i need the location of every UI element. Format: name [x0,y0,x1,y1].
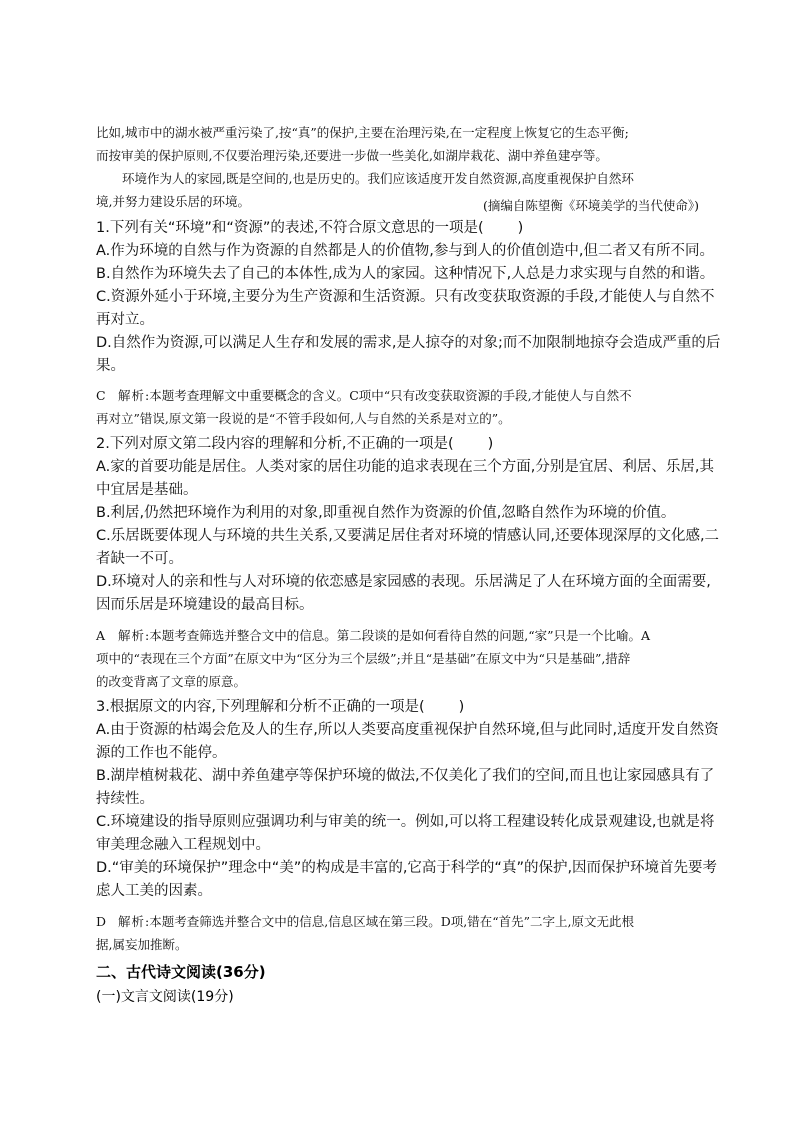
q3-explanation-line-1: :本题考查筛选并整合文中的信息,信息区域在第三段。D项,错在“首先”二字上,原文无此根 [145,914,634,929]
q1-option-d-line-1: D.自然作为资源,可以满足人生存和发展的需求,是人掠夺的对象;而不加限制地掠夺会造成严重的后 [96,335,721,351]
q1-option-c-line-1: C.资源外延小于环境,主要分为生产资源和生活资源。只有改变获取资源的手段,才能使人与自然不 [96,289,715,305]
q1-answer: C [96,388,106,403]
passage-source: (摘编自陈望衡《环境美学的当代使命》) [482,198,699,213]
q2-answer: A [96,628,106,643]
q1-stem-text: 1.下列有关“环境”和“资源”的表述,不符合原文意思的一项是( [96,220,484,236]
q3-option-d-line-2: 虑人工美的因素。 [96,883,212,899]
q3-option-b-line-1: B.湖岸植树栽花、湖中养鱼建亭等保护环境的做法,不仅美化了我们的空间,而且也让家园感具有了 [96,768,715,784]
q2-stem-close: ) [487,436,494,452]
q1-option-c-line-2: 再对立。 [96,312,154,328]
q1-option-a: A.作为环境的自然与作为资源的自然都是人的价值物,参与到人的价值创造中,但二者又有所不同。 [96,243,714,259]
q3-answer: D [96,914,107,929]
q1-stem-close: ) [517,220,524,236]
q3-option-b-line-2: 持续性。 [96,791,154,807]
q3-explanation-label: 解析 [118,914,146,929]
q1-explanation-line-1: :本题考查理解文中重要概念的含义。C项中“只有改变获取资源的手段,才能使人与自然不 [145,388,632,403]
q2-explanation [96,624,708,693]
q2-explanation-line-3: 的改变背离了文章的原意。 [96,674,247,689]
q1-explanation [96,384,708,430]
q3-stem-text: 3.根据原文的内容,下列理解和分析不正确的一项是( [96,699,425,715]
q2-explanation-line-2: 项中的“表现在三个方面”在原文中为“区分为三个层级”;并且“是基础”在原文中为“只是基础”,措辞 [96,651,631,666]
q2-explanation-label: 解析 [118,628,146,643]
passage-line-1: 比如,城市中的湖水被严重污染了,按“真”的保护,主要在治理污染,在一定程度上恢复它的生态平衡; [96,125,629,140]
q2-option-a-line-1: A.家的首要功能是居住。人类对家的居住功能的追求表现在三个方面,分别是宜居、利居、乐居,其 [96,459,714,475]
q2-stem-text: 2.下列对原文第二段内容的理解和分析,不正确的一项是( [96,436,454,452]
q1-option-d-line-2: 果。 [96,358,125,374]
q3-option-d-line-1: D.“审美的环境保护”理念中“美”的构成是丰富的,它高于科学的“真”的保护,因而保护环境首先要考 [96,860,718,876]
q2-option-d-line-2: 因而乐居是环境建设的最高目标。 [96,597,314,613]
subsection-title: (一)文言文阅读(19分) [96,989,234,1005]
q1-stem [96,217,708,240]
section-title: 二、古代诗文阅读(36分) [96,963,266,981]
q3-stem [96,696,708,719]
q2-explanation-line-1: :本题考查筛选并整合文中的信息。第二段谈的是如何看待自然的问题,“家”只是一个比喻。A [145,628,651,643]
q3-explanation [96,910,708,956]
q3-option-c-line-2: 审美理念融入工程规划中。 [96,837,270,853]
q3-option-c-line-1: C.环境建设的指导原则应强调功利与审美的统一。例如,可以将工程建设转化成景观建设,也就是将 [96,814,715,830]
q2-option-b: B.利居,仍然把环境作为利用的对象,即重视自然作为资源的价值,忽略自然作为环境的价值。 [96,505,676,521]
q3-explanation-line-2: 据,属妄加推断。 [96,937,188,952]
q3-stem-close: ) [458,699,465,715]
q2-option-c-line-2: 者缺一不可。 [96,551,183,567]
q1-explanation-line-2: 再对立”错误,原文第一段说的是“不管手段如何,人与自然的关系是对立的”。 [96,411,511,426]
q2-option-c-line-1: C.乐居既要体现人与环境的共生关系,又要满足居住者对环境的情感认同,还要体现深厚的文化感,二 [96,528,720,544]
passage-line-2: 而按审美的保护原则,不仅要治理污染,还要进一步做一些美化,如湖岸栽花、湖中养鱼建亭等。 [96,148,608,163]
q1-option-b: B.自然作为环境失去了自己的本体性,成为人的家园。这种情况下,人总是力求实现与自然的和谐。 [96,266,715,282]
q2-option-a-line-2: 中宜居是基础。 [96,482,198,498]
question-2 [96,433,720,617]
question-1 [96,217,721,378]
passage-line-4: 境,并努力建设乐居的环境。 [96,194,250,209]
q1-explanation-label: 解析 [118,388,146,403]
q2-stem [96,433,708,456]
question-3 [96,696,719,903]
q3-option-a-line-1: A.由于资源的枯竭会危及人的生存,所以人类要高度重视保护自然环境,但与此同时,适度开发自然资 [96,722,719,738]
passage-line-3: 环境作为人的家园,既是空间的,也是历史的。我们应该适度开发自然资源,高度重视保护自然环 [122,171,634,186]
q3-option-a-line-2: 源的工作也不能停。 [96,745,227,761]
q2-option-d-line-1: D.环境对人的亲和性与人对环境的依恋感是家园感的表现。乐居满足了人在环境方面的全面需要, [96,574,711,590]
